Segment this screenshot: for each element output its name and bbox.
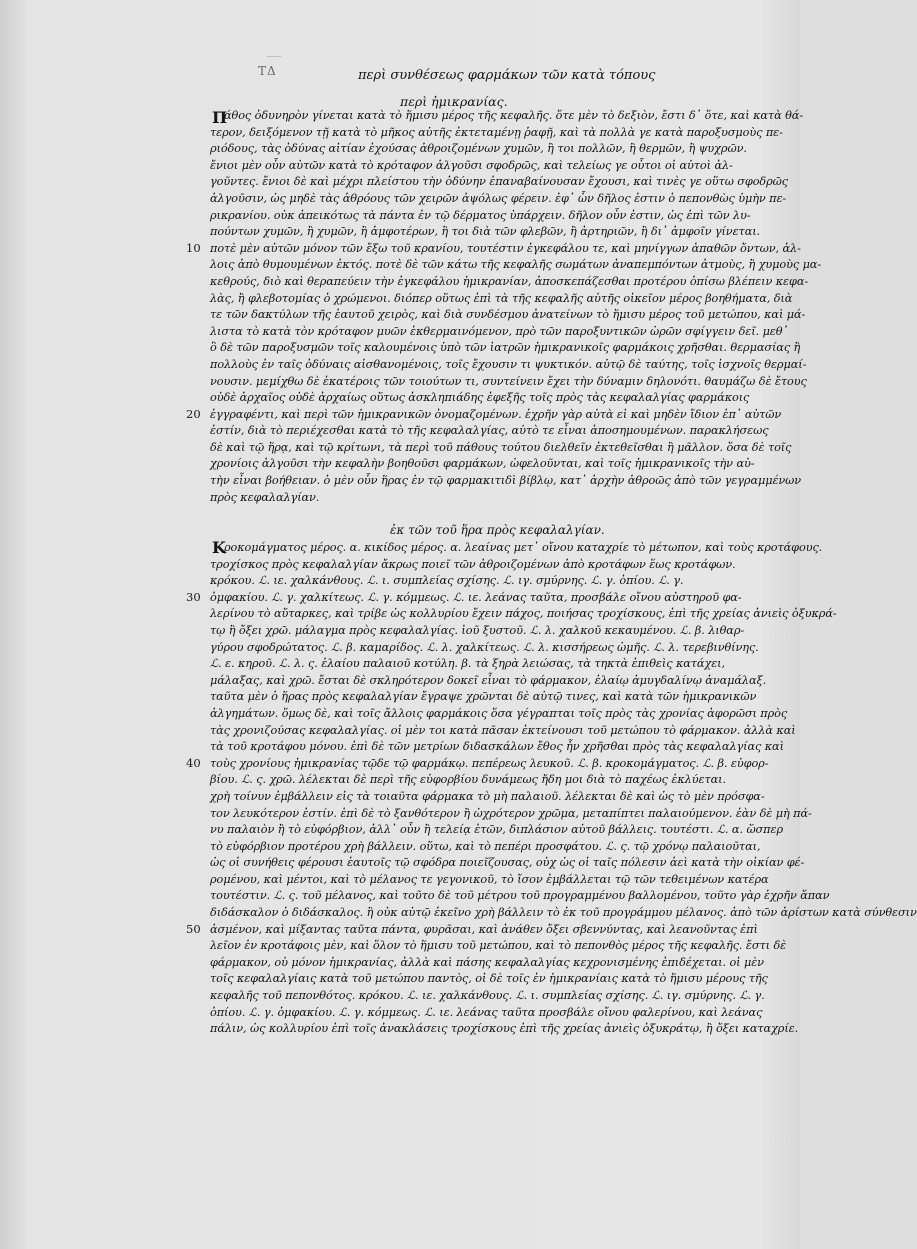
text-line: πολλοὺς ἐν ταῖς ὀδύναις αἰσθανομένοις, τοῖς ἔχουσιν τι ψυκτικόν. αὐτῷ δὲ ταύτης, τοῖς ἰσχνοῖς θερμαί- (210, 357, 807, 371)
text-line: άθος ὀδυνηρὸν γίνεται κατὰ τὸ ἥμισυ μέρος τῆς κεφαλῆς. ὅτε μὲν τὸ δεξιὸν, ἔστι δ᾽ ὅτε, καὶ κατὰ θά- (224, 109, 804, 122)
line-number: 30 (186, 589, 201, 604)
text-line: τον λευκότερον ἐστίν. ἐπὶ δὲ τὸ ξανθότερον ἢ ὠχρότερον χρῶμα, μεταπίπτει παλαιούμενον. ἐὰν δὲ μὴ πά- (210, 806, 812, 820)
text-line: νυ παλαιὸν ἢ τὸ εὐφόρβιον, ἀλλ᾽ οὖν ἢ τελείᾳ ἐτῶν, διπλάσιον αὐτοῦ βάλλεις. τουτέστι. ℒ. α. ὥσπερ (210, 823, 783, 837)
text-line: ἔνιοι μὲν οὖν αὐτῶν κατὰ τὸ κρόταφον ἀλγοῦσι σφοδρῶς, καὶ τελείως γε οὗτοι οἱ αὐτοὶ ἀλ- (210, 158, 733, 172)
text-line: τὰς χρονιζούσας κεφαλαλγίας. οἱ μὲν τοι κατὰ πᾶσαν ἐκτείνουσι τοῦ μετώπου τὸ φάρμακον. ἀλλὰ καὶ (210, 723, 796, 737)
text-line: ἀλγημάτων. ὅμως δὲ, καὶ τοῖς ἄλλοις φαρμάκοις ὅσα γέγραπται τοῖς πρὸς τὰς χρονίας ἀφορῶσι πρὸς (210, 706, 788, 720)
text-line: λιστα τὸ κατὰ τὸν κρόταφον μυῶν ἐκθερμαινόμενον, πρὸ τῶν παροξυντικῶν ὡρῶν σφίγγειν δεῖ. μεθ᾽ (210, 324, 789, 338)
text-line: τε τῶν δακτύλων τῆς ἑαυτοῦ χειρὸς, καὶ διὰ συνδέσμου ἀνατείνων τὸ ἥμισυ μέρος τοῦ μετώπου, καὶ μά- (210, 308, 806, 322)
text-line: γοῦντες. ἔνιοι δὲ καὶ μέχρι πλείστου τὴν ὀδύνην ἐπαναβαίνουσαν ἔχουσι, καὶ τινὲς γε οὕτω σφοδρῶς (210, 175, 788, 189)
text-line: λοις ἀπὸ θυμουμένων ἐκτός. ποτὲ δὲ τῶν κάτω τῆς κεφαλῆς σωμάτων ἀναπεμπόντων ἀτμοὺς, ἢ χυμοὺς μα- (210, 258, 822, 272)
text-line: τὰ τοῦ κροτάφου μόνου. ἐπὶ δὲ τῶν μετρίων διδασκάλων ἔθος ἦν χρῆσθαι πρὸς τὰς κεφαλαλγίας καὶ (210, 740, 784, 754)
text-line: τροχίσκος πρὸς κεφαλαλγίαν ἄκρως ποιεῖ τῶν ἀθροιζομένων ἀπὸ κροτάφων ἕως κροτάφων. (210, 557, 736, 571)
text-line: ρομένου, καὶ μέντοι, καὶ τὸ μέλανος τε γεγονικοῦ, τὸ ἴσον ἐμβάλλεται τῷ τῶν τεθειμένων κατέρα (210, 872, 769, 886)
drop-cap-initial: Π (212, 108, 228, 127)
text-line: νουσιν. μεμίχθω δὲ ἑκατέροις τῶν τοιούτων τι, συντείνειν ἔχει τὴν δύναμιν δηλονότι. θαυμάζω δὲ ἔτους (210, 374, 807, 388)
text-line: τοῖς κεφαλαλγίαις κατὰ τοῦ μετώπου παντὸς, οἱ δὲ τοῖς ἐν ἡμικρανίαις κατὰ τὸ ἥμισυ μέρους τῆς (210, 972, 768, 986)
text-line: ροκομάγματος μέρος. α. κικίδος μέρος. α. λεαίνας μετ᾽ οἴνου καταχρίε τὸ μέτωπον, καὶ τοὺς κροτάφους. (224, 541, 823, 554)
text-line: ἐστίν, διὰ τὸ περιέχεσθαι κατὰ τὸ τῆς κεφαλαλγίας, αὐτὸ τε εἶναι ἀποσημουμένων. παρακλήσεως (210, 424, 769, 438)
text-line: ℒ. ε. κηροῦ. ℒ. λ. ς. ἐλαίου παλαιοῦ κοτύλη. β. τὰ ξηρὰ λειώσας, τὰ τηκτὰ ἐπιθεὶς κατάχει, (210, 657, 725, 671)
drop-cap-initial-recipes: Κ (212, 538, 226, 557)
text-line: ὡς οἱ συνήθεις φέρουσι ἑαυτοῖς τῷ σφόδρα ποιεῖζουσας, οὐχ ὡς οἱ ταῖς πόλεσιν ἀεὶ κατὰ τὴν οἰκίαν φέ- (210, 856, 805, 870)
section-title: περὶ ἡμικρανίας. (400, 94, 508, 109)
text-line: ὀπίου. ℒ. γ. ὀμφακίου. ℒ. γ. κόμμεως. ℒ. ιε. λεάνας ταῦτα προσβάλε οἴνου φαλερίνου, καὶ λεάνας (210, 1005, 763, 1019)
text-line: χρονίοις ἀλγοῦσι τὴν κεφαλὴν βοηθοῦσι φαρμάκων, ὠφελοῦνται, καὶ τοῖς ἡμικρανικοῖς τὴν αὐ- (210, 457, 755, 471)
text-line: τουτέστιν. ℒ. ς. τοῦ μέλανος, καὶ τοῦτο δὲ τοῦ μέτρου τοῦ προγραμμένου βαλλομένου, τοῦτο γὰρ ἐχρῆν ἅπαν (210, 889, 830, 903)
text-line: διδάσκαλον ὁ διδάσκαλος. ἢ οὐκ αὐτῷ ἐκεῖνο χρὴ βάλλειν τὸ ἐκ τοῦ προγράμμου μέλανος. ἀπὸ τῶν ἀρίστων κατὰ σύνθεσιν (210, 906, 917, 920)
text-line: τῳ ἢ ὄξει χρῶ. μάλαγμα πρὸς κεφαλαλγίας. ἰοῦ ξυστοῦ. ℒ. λ. χαλκοῦ κεκαυμένου. ℒ. β. λιθαρ- (210, 623, 745, 637)
subsection-title: ἐκ τῶν τοῦ ἥρα πρὸς κεφαλαλγίαν. (390, 523, 605, 537)
text-line: χρὴ τοίνυν ἐμβάλλειν εἰς τὰ τοιαῦτα φάρμακα τὸ μὴ παλαιοῦ. λέλεκται δὲ καὶ ὡς τὸ μὲν πρόσφα- (210, 789, 765, 803)
text-line: πρὸς κεφαλαλγίαν. (210, 490, 320, 504)
text-line: ὀμφακίου. ℒ. γ. χαλκίτεως. ℒ. γ. κόμμεως. ℒ. ιε. λεάνας ταῦτα, προσβάλε οἴνου αὐστηροῦ φα- (210, 590, 742, 604)
text-line: ὃ δὲ τῶν παροξυσμῶν τοῖς καλουμένοις ὑπὸ τῶν ἰατρῶν ἡμικρανικοῖς φαρμάκοις χρῆσθαι. θερμασίας ἢ (210, 341, 801, 355)
line-number: 10 (186, 240, 201, 255)
text-line: ριόδους, τὰς ὀδύνας αἰτίαν ἐχούσας ἀθροιζομένων χυμῶν, ἢ τοι πολλῶν, ἢ θερμῶν, ἢ ψυχρῶν. (210, 142, 747, 156)
text-line: κεφαλῆς τοῦ πεπονθότος. κρόκου. ℒ. ιε. χαλκάνθους. ℒ. ι. συμπλείας σχίσης. ℒ. ιγ. σμύρνης. ℒ. γ. (210, 989, 765, 1003)
text-line: δὲ καὶ τῷ ἥρᾳ, καὶ τῷ κρίτωνι, τὰ περὶ τοῦ πάθους τούτου διελθεῖν ἐκτεθεῖσθαι ἢ μᾶλλον. ὅσα δὲ τοῖς (210, 440, 792, 454)
text-line: ρικρανίου. οὐκ ἀπεικότως τὰ πάντα ἐν τῷ δέρματος ὑπάρχειν. δῆλον οὖν ἐστιν, ὡς ἐπὶ τῶν λυ- (210, 208, 751, 222)
text-line: ἀσμένον, καὶ μίξαντας ταῦτα πάντα, φυρᾶσαι, καὶ ἀνάθεν ὄξει σβεννύντας, καὶ λεανοῦντας ἐπὶ (210, 922, 758, 936)
text-line: φάρμακον, οὐ μόνον ἡμικρανίας, ἀλλὰ καὶ πάσης κεφαλαλγίας κεχρονισμένης ἐπιδέχεται. οἱ μὲν (210, 955, 764, 969)
text-line: πάλιν, ὡς κολλυρίου ἐπὶ τοῖς ἀνακλάσεις τροχίσκους ἐπὶ τῆς χρείας ἀνιεὶς ὀξυκράτῳ, ἢ ὄξει καταχρίε. (210, 1022, 799, 1036)
text-line: μάλαξας, καὶ χρῶ. ἔσται δὲ σκληρότερον δοκεῖ εἶναι τὸ φάρμακον, ἐλαίῳ ἀμυγδαλίνῳ ἀναμάλαξ. (210, 673, 767, 687)
text-line: οὐδὲ ἀρχαῖος οὐδὲ ἀρχαίως οὕτως ἀσκληπιάδης ἐφεξῆς τοῖς πρὸς τὰς κεφαλαλγίας φαρμάκοις (210, 391, 750, 405)
folio-number: ΤΔ (258, 64, 277, 78)
text-line: τερον, δειξόμενον τῇ κατὰ τὸ μῆκος αὐτῆς ἐκτεταμένῃ ῥαφῇ, καὶ τὰ πολλὰ γε κατὰ παροξυσμοὺς πε- (210, 125, 783, 139)
text-line: κεθρούς, διὸ καὶ θεραπεύειν τὴν ἐγκεφάλου ἡμικρανίαν, ἀποσκεπάζεσθαι προτέρου ὀπίσω βλέπειν κεφα- (210, 274, 809, 288)
line-number: 50 (186, 921, 201, 936)
text-line: τὴν εἶναι βοήθειαν. ὁ μὲν οὖν ἥρας ἐν τῷ φαρμακιτιδὶ βίβλῳ, κατ᾽ ἀρχὴν ἀθροῶς ἀπὸ τῶν γεγραμμένων (210, 474, 802, 488)
text-line: λὰς, ἢ φλεβοτομίας ὁ χρώμενοι. διόπερ οὕτως ἐπὶ τὰ τῆς κεφαλῆς αὐτῆς οἰκεῖον μέρος βοηθήματα, διὰ (210, 291, 793, 305)
text-line: ἐγγραφέντι, καὶ περὶ τῶν ἡμικρανικῶν ὀνομαζομένων. ἐχρῆν γὰρ αὐτὰ εἰ καὶ μηδὲν ἴδιον ἐπ᾽ αὐτῶν (210, 407, 782, 421)
text-block-recipes (210, 540, 917, 1038)
text-block-intro (210, 108, 822, 506)
text-line: ποτὲ μὲν αὐτῶν μόνον τῶν ἔξω τοῦ κρανίου, τουτέστιν ἐγκεφάλου τε, καὶ μηνίγγων ἀπαθῶν ὄντων, ἀλ- (210, 241, 801, 255)
text-line: λεῖον ἐν κροτάφοις μὲν, καὶ ὅλον τὸ ἥμισυ τοῦ μετώπου, καὶ τὸ πεπονθὸς μέρος τῆς κεφαλῆς. ἔστι δὲ (210, 939, 787, 953)
text-line: κρόκου. ℒ. ιε. χαλκάνθους. ℒ. ι. συμπλείας σχίσης. ℒ. ιγ. σμύρνης. ℒ. γ. ὀπίου. ℒ. γ. (210, 574, 684, 588)
text-line: γύρου σφοδρώτατος. ℒ. β. καμαρίδος. ℒ. λ. χαλκίτεως. ℒ. λ. κισσήρεως ὠμῆς. ℒ. λ. τερεβινθίνης. (210, 640, 759, 654)
text-line: τὸ εὐφόρβιον προτέρου χρὴ βάλλειν. οὕτω, καὶ τὸ πεπέρι προσφάτου. ℒ. ς. τῷ χρόνῳ παλαιοῦται, (210, 839, 761, 853)
running-head: περὶ συνθέσεως φαρμάκων τῶν κατὰ τόπους (358, 68, 656, 83)
text-line: πούντων χυμῶν, ἢ χυμῶν, ἢ ἀμφοτέρων, ἢ τοι διὰ τῶν φλεβῶν, ἢ ἀρτηριῶν, ἢ δι᾽ ἀμφοῖν γίνεται. (210, 225, 761, 239)
text-line: ἀλγοῦσιν, ὡς μηδὲ τὰς ἀθρόους τῶν χειρῶν ἀψόλως φέρειν. ἐφ᾽ ὧν δῆλος ἐστιν ὁ πεπονθὼς ὑμὴν πε- (210, 191, 787, 205)
text-line: τοὺς χρονίους ἡμικρανίας τῷδε τῷ φαρμάκῳ. πεπέρεως λευκοῦ. ℒ. β. κροκομάγματος. ℒ. β. εὐφορ- (210, 756, 769, 770)
text-line: ταῦτα μὲν ὁ ἥρας πρὸς κεφαλαλγίαν ἔγραψε χρῶνται δὲ αὐτῷ τινες, καὶ κατὰ τῶν ἡμικρανικῶν (210, 690, 757, 704)
text-line: λερίνου τὸ αὔταρκες, καὶ τρίβε ὡς κολλυρίου ἔχειν πάχος, ποιήσας τροχίσκους, ἐπὶ τῆς χρείας ἀνιεὶς ὀξυκρά- (210, 607, 837, 621)
line-number: 40 (186, 755, 201, 770)
text-line: βίου. ℒ. ς. χρῶ. λέλεκται δὲ περὶ τῆς εὐφορβίου δυνάμεως ἤδη μοι διὰ τὸ παχέως ἐκλύεται. (210, 773, 726, 787)
line-number: 20 (186, 406, 201, 421)
